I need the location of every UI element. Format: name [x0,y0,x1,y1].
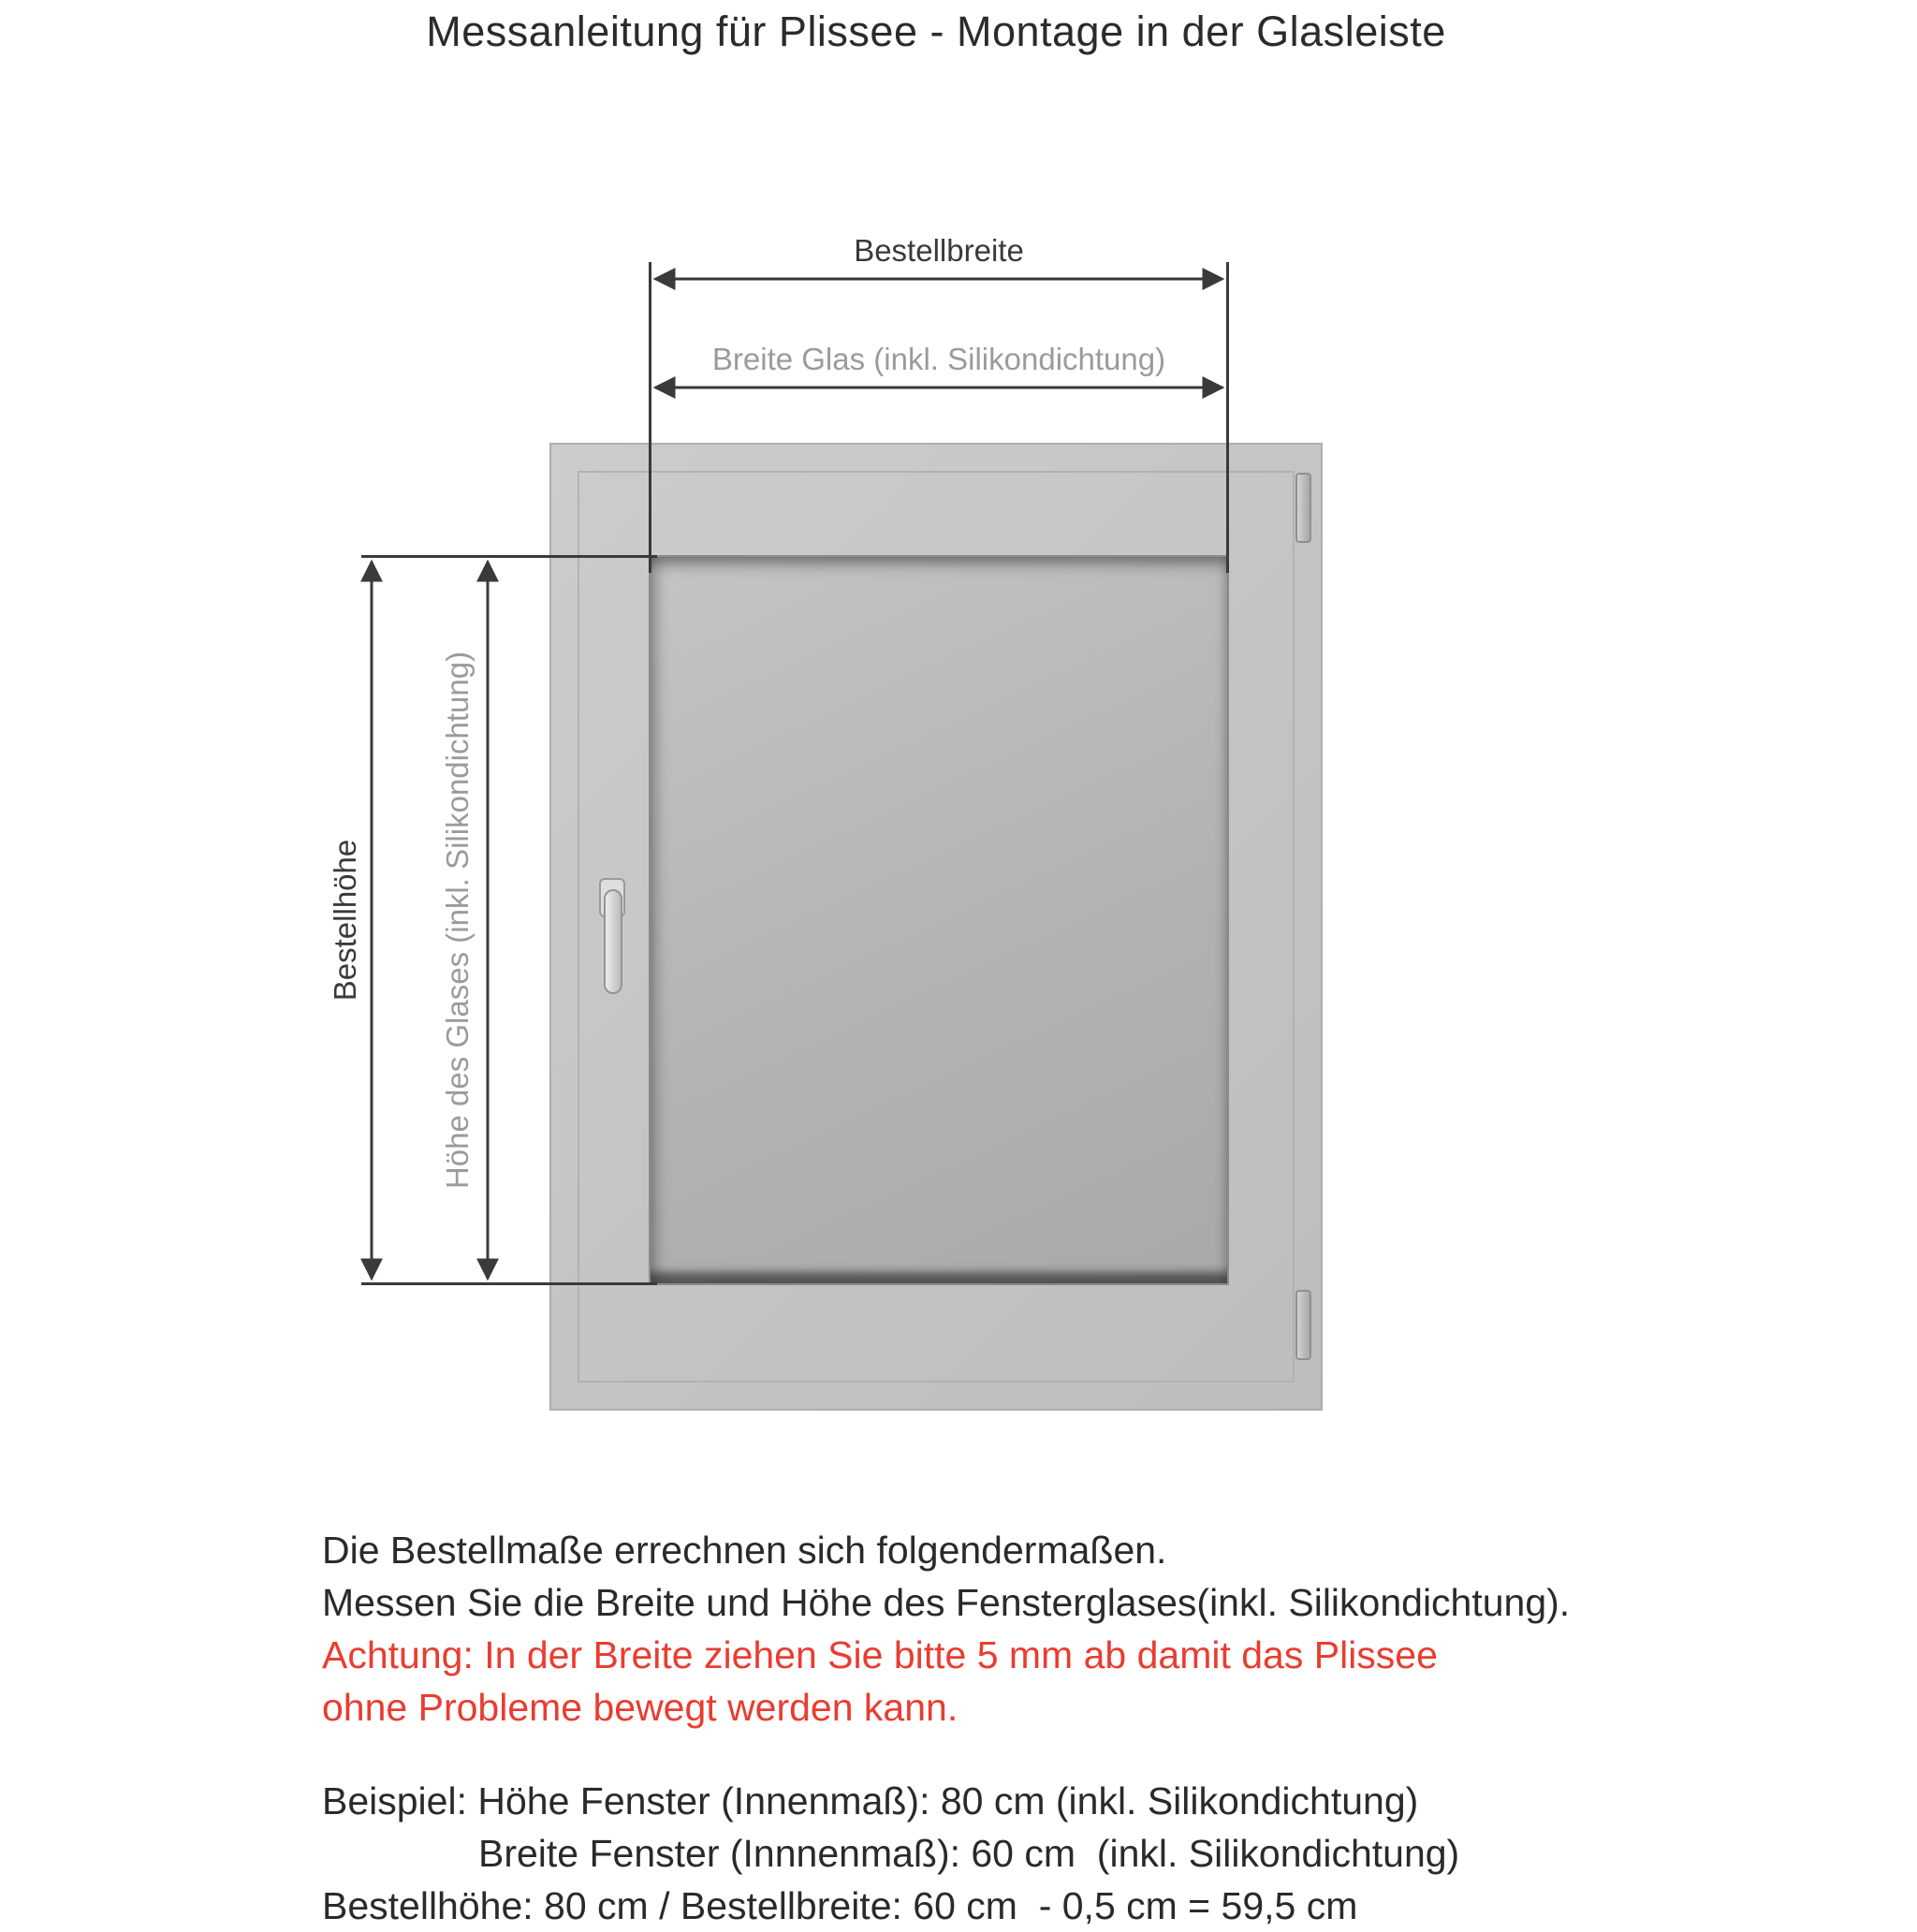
order-width-label: Bestellbreite [854,233,1024,268]
warning-line-2: ohne Probleme bewegt werden kann. [322,1686,958,1729]
warning-line-1: Achtung: In der Breite ziehen Sie bitte 5 mm ab damit das Plissee [322,1633,1438,1676]
instruction-line-1: Die Bestellmaße errechnen sich folgendermaßen. [322,1529,1167,1572]
window-handle [604,889,622,994]
example-line-1: Beispiel: Höhe Fenster (Innenmaß): 80 cm (inkl. Silikondichtung) [322,1779,1419,1822]
window-glass [649,555,1229,1285]
example-line-3: Bestellhöhe: 80 cm / Bestellbreite: 60 cm - 0,5 cm = 59,5 cm [322,1884,1358,1927]
example-line-2: Breite Fenster (Innnenmaß): 60 cm (inkl. Silikondichtung) [478,1832,1460,1875]
hinge-bottom-icon [1295,1290,1311,1360]
glass-height-label: Höhe des Glases (inkl. Silikondichtung) [440,651,475,1190]
instructions-paragraph [322,1524,1570,1734]
example-paragraph [322,1775,1459,1932]
page-title: Messanleitung für Plissee - Montage in der Glasleiste [426,7,1446,55]
hinge-top-icon [1295,473,1311,543]
instruction-line-2: Messen Sie die Breite und Höhe des Fensterglases(inkl. Silikondichtung). [322,1581,1571,1624]
glass-width-label: Breite Glas (inkl. Silikondichtung) [711,342,1166,376]
order-height-label: Bestellhöhe [328,839,362,1002]
